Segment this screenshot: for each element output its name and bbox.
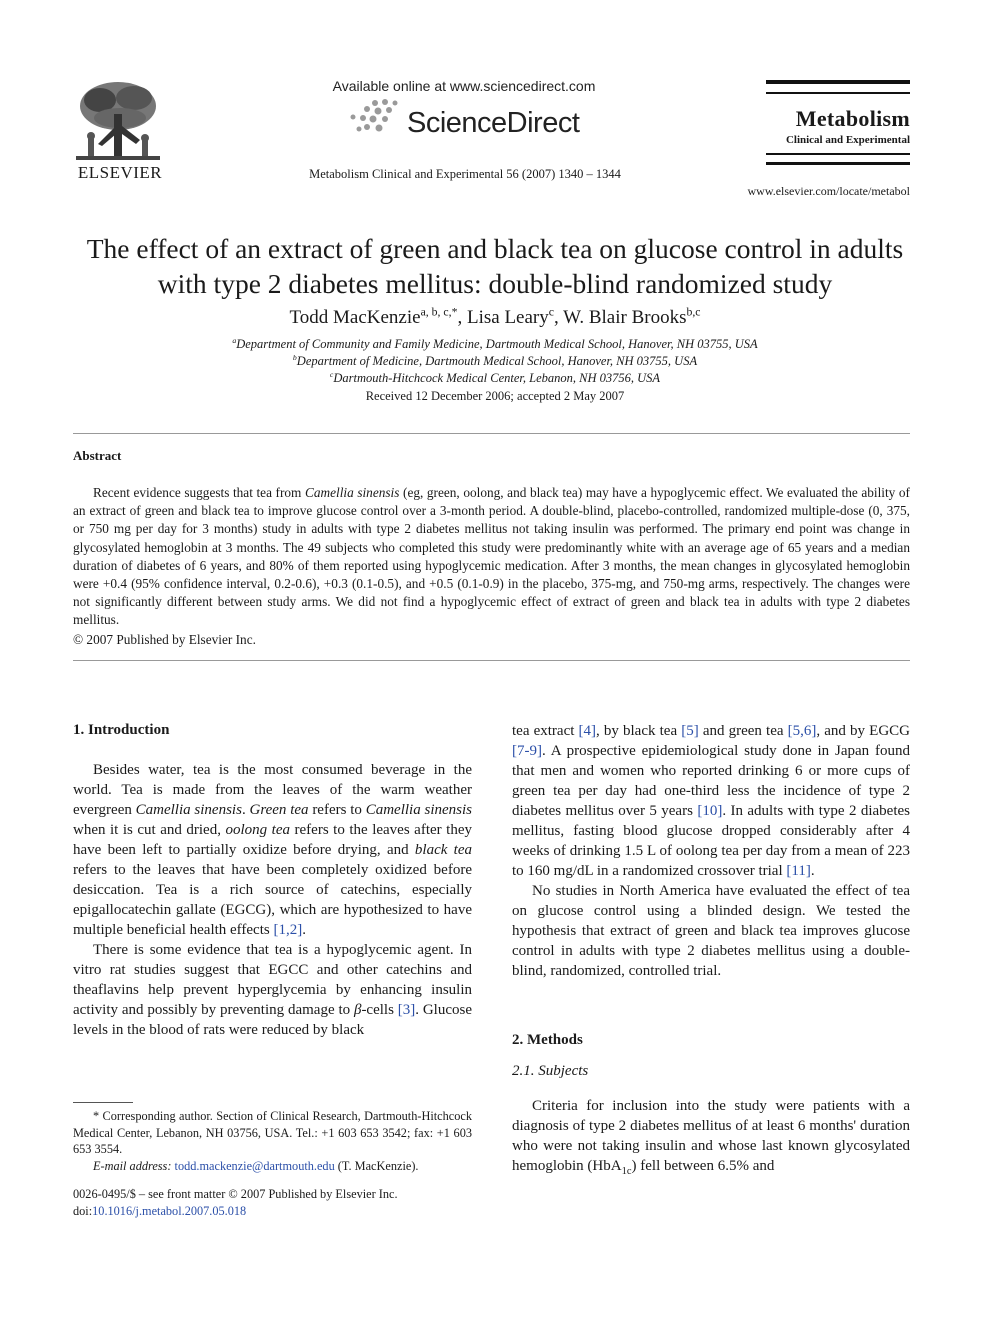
journal-citation: Metabolism Clinical and Experimental 56 (2007) 1340 – 1344 (309, 167, 621, 181)
title-line: with type 2 diabetes mellitus: double-blind randomized study (157, 268, 833, 299)
affiliation: $^c$Dartmouth-Hitchcock Medical Center, Lebanon, NH 03756, USA (329, 369, 661, 385)
title-line: The effect of an extract of green and black tea on glucose control in adults (86, 233, 904, 264)
citation-link[interactable]: [3] (397, 1002, 416, 1018)
abstract-copyright: © 2007 Published by Elsevier Inc. (73, 632, 256, 647)
citation-link[interactable]: [10] (697, 803, 723, 819)
masthead-rule (766, 92, 910, 94)
footnote (73, 1108, 472, 1174)
masthead-rule (766, 162, 910, 165)
issn-line: 0026-0495/$ – see front matter © 2007 Published by Elsevier Inc. (73, 1187, 398, 1201)
footnote-rule (73, 1102, 133, 1103)
body-column-right (512, 721, 910, 981)
doi-line: doi:10.1016/j.metabol.2007.05.018 (73, 1204, 247, 1218)
journal-name: Metabolism (795, 106, 910, 131)
email-line: E-mail address: todd.mackenzie@dartmouth.edu (T. MacKenzie). (93, 1158, 419, 1173)
abstract-text: Recent evidence suggests that tea from Camellia sinensis (eg, green, oolong, and black tea) may have a hypoglycemic effect. We evaluated the ability of an extract of green and black tea to improve glucose control over a 3-month period. A double-blind, placebo-controlled, randomized multiple-dose (0, 375, or 750 mg per day for 3 months) study in adults with type 2 diabetes mellitus not taking insulin was performed. The primary end point was change in glycosylated hemoglobin at 3 months. The 49 subjects who completed this study were predominantly white with an average age of 65 years and a median duration of diabetes of 6 years, and 80% of them reported using hypoglycemic medication. After 3 months, the mean changes in glycosylated hemoglobin were +0.4 (95% confidence interval, 0.2-0.6), +0.3 (0.1-0.5), and +0.5 (0.1-0.9) in the placebo, 375-mg, and 750-mg arms, respectively. The changes were not significantly different between study arms. We did not find a hypoglycemic effect of extract of green and black tea in adults with type 2 diabetes mellitus. (73, 485, 910, 628)
citation-link[interactable]: [11] (786, 863, 811, 879)
citation-link[interactable]: [5,6] (787, 723, 817, 739)
masthead-rule (766, 80, 910, 84)
doi-link[interactable]: 10.1016/j.metabol.2007.05.018 (92, 1204, 247, 1218)
affiliation: $^b$Department of Medicine, Dartmouth Medical School, Hanover, NH 03755, USA (292, 352, 698, 368)
received-dates: Received 12 December 2006; accepted 2 May 2007 (365, 389, 625, 403)
body-column-right (512, 1096, 910, 1182)
email-link[interactable]: todd.mackenzie@dartmouth.edu (174, 1158, 335, 1173)
paragraph: tea extract [4], by black tea [5] and green tea [5,6], and by EGCG [7-9]. A prospective epidemiological study done in Japan found that men and women who reported drinking 6 or more cups of green tea per day had one-third less the incidence of type 2 diabetes mellitus over 5 years [10]. In adults with type 2 diabetes mellitus, fasting blood glucose dropped considerably after 4 weeks of drinking 1.5 L of oolong tea per day from a mean of 223 to 160 mg/dL in a randomized crossover trial [11]. (512, 723, 910, 879)
divider (73, 433, 910, 434)
author-list: Todd MacKenzie$^{a, b, c,*}$, Lisa Leary$^c$, W. Blair Brooks$^{b,c}$ (289, 305, 701, 328)
citation-link[interactable]: [1,2] (273, 922, 303, 938)
sciencedirect-wordmark: ScienceDirect (407, 107, 580, 139)
paragraph: Besides water, tea is the most consumed beverage in the world. Tea is made from the leaves of the warm weather evergreen Camellia sinensis. Green tea refers to Camellia sinensis when it is cut and dried, oolong tea refers to the leaves after they have been left to partially oxidize before drying, and black tea refers to the leaves that have been completely oxidized before desiccation. Tea is a rich source of catechins, especially epigallocatechin gallate (EGCG), which are hypothesized to have multiple beneficial health effects [1,2]. (73, 762, 473, 938)
citation-link[interactable]: [4] (578, 723, 597, 739)
publisher-name: ELSEVIER (77, 163, 163, 182)
abstract-heading: Abstract (73, 448, 122, 463)
citation-link[interactable]: [5] (681, 723, 699, 739)
available-online-text[interactable]: Available online at www.sciencedirect.com (332, 78, 596, 94)
paragraph: There is some evidence that tea is a hypoglycemic agent. In vitro rat studies suggest that EGCC and other catechins and theaflavins help prevent hyperglycemia by enhancing insulin activity and possibly by preventing damage to β-cells [3]. Glucose levels in the blood of rats were reduced by black (73, 942, 473, 1038)
sciencedirect-dots-icon (345, 97, 405, 137)
author-name: Lisa Leary (466, 307, 549, 328)
article-title (60, 231, 930, 301)
body-column-left (73, 760, 472, 1040)
paragraph: Criteria for inclusion into the study were patients with a diagnosis of type 2 diabetes mellitus of at least 6 months' duration who were not taking insulin and whose last known glycosylated hemoglobin (HbA$_{1c}$) fell between 6.5% and (512, 1098, 910, 1177)
divider (73, 660, 910, 661)
corresponding-author-note: * Corresponding author. Section of Clinical Research, Dartmouth-Hitchcock Medical Center, Lebanon, NH 03756, USA. Tel.: +1 603 653 3542; fax: +1 603 653 3554. (73, 1109, 472, 1156)
paragraph: No studies in North America have evaluated the effect of tea on glucose control using a blinded design. We tested the hypothesis that extract of green and black tea improves glucose control in adults with type 2 diabetes mellitus using a double-blind, randomized, controlled trial. (512, 883, 910, 979)
journal-url[interactable]: www.elsevier.com/locate/metabol (747, 184, 910, 198)
journal-subtitle: Clinical and Experimental (785, 134, 910, 146)
section-heading: 2. Methods (512, 1032, 583, 1048)
masthead-rule (766, 153, 910, 155)
author-affil-marker[interactable]: b,c (686, 305, 701, 319)
author-name: W. Blair Brooks (563, 307, 687, 328)
author-affil-marker[interactable]: c (548, 305, 554, 319)
affiliation: $^a$Department of Community and Family Medicine, Dartmouth Medical School, Hanover, NH 03755, USA (232, 335, 758, 351)
section-heading: 1. Introduction (73, 722, 170, 738)
author-name: Todd MacKenzie (289, 307, 421, 328)
author-affil-marker[interactable]: a, b, c,* (420, 305, 458, 319)
subsection-heading: 2.1. Subjects (512, 1063, 589, 1079)
citation-link[interactable]: [7-9] (512, 743, 542, 759)
